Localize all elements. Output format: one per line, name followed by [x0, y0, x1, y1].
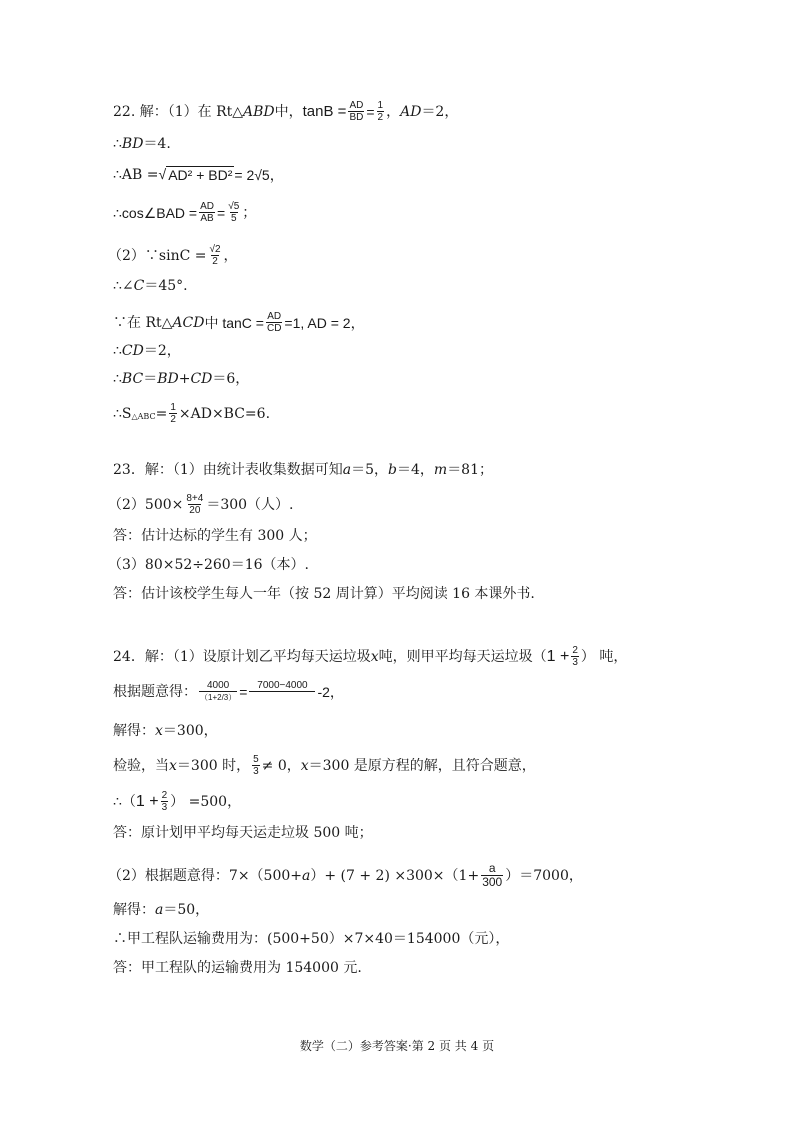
- numerator: AD: [200, 201, 215, 212]
- numerator: 1: [170, 402, 176, 413]
- text: -2，: [317, 683, 344, 700]
- text: ＝300（人）.: [206, 496, 294, 513]
- text: x: [300, 757, 309, 774]
- fraction: [208, 244, 221, 267]
- text: ＝300 时，: [176, 757, 251, 774]
- q22-line-10: [113, 402, 270, 425]
- text: ＝45°.: [144, 278, 188, 294]
- text: ＝: [143, 371, 158, 387]
- text: 答：估计该校学生每人一年（按 52 周计算）平均阅读 16 本课外书.: [113, 586, 535, 602]
- q22-line-1: [113, 100, 458, 123]
- fraction: [266, 311, 282, 334]
- q22-line-6: [113, 278, 188, 294]
- text: ＝2，: [143, 343, 181, 359]
- text: 解得：: [113, 902, 155, 918]
- text: ∴cos∠BAD =: [113, 204, 198, 221]
- text: ＝2，: [421, 103, 459, 120]
- text: ） =500，: [170, 793, 242, 810]
- q24-line-2: [113, 680, 344, 703]
- q23-line-4: [108, 557, 309, 573]
- text: x: [169, 757, 177, 774]
- numerator: 2: [161, 790, 168, 801]
- text: ∵在 Rt△: [113, 314, 173, 331]
- denominator: （1+2/3）: [200, 693, 237, 702]
- q23-line-5: [113, 586, 535, 602]
- text: ABD: [243, 103, 275, 120]
- denominator: AB: [200, 213, 214, 224]
- text: 答：甲工程队的运输费用为 154000 元.: [113, 960, 362, 976]
- text: ）+ (7 + 2) ×300×（1+: [310, 867, 480, 884]
- denominator: 2: [170, 414, 176, 425]
- text: =: [217, 204, 226, 221]
- fraction: [199, 201, 215, 224]
- numerator: 1: [377, 100, 384, 111]
- text: b: [388, 462, 397, 478]
- fraction: [348, 100, 364, 123]
- text: 1 +: [546, 647, 570, 665]
- q22-line-5: [108, 244, 238, 267]
- q24-line-9: [113, 931, 509, 947]
- q24-line-4: [113, 754, 536, 777]
- fraction: [252, 754, 260, 777]
- numerator: AD: [267, 311, 282, 322]
- text: C: [133, 278, 145, 294]
- numerator: 4000: [207, 680, 230, 691]
- text: a: [342, 462, 352, 478]
- subscript: △ABC: [131, 412, 156, 421]
- q22-line-2: [113, 136, 171, 152]
- denominator: [249, 691, 315, 703]
- denominator: CD: [266, 323, 282, 334]
- numerator: a: [488, 861, 496, 875]
- fraction: [161, 790, 169, 813]
- fraction: [199, 680, 237, 703]
- q24-line-3: [113, 723, 218, 739]
- numerator: 5: [253, 754, 259, 765]
- text: 吨，则甲平均每天运垃圾（: [378, 648, 547, 665]
- text: ＝4，: [396, 462, 434, 478]
- fraction: [249, 680, 315, 703]
- numerator: √2: [209, 244, 221, 255]
- text: =1, AD = 2，: [284, 314, 365, 331]
- denominator: 3: [253, 766, 259, 777]
- text: ＝81；: [447, 462, 494, 478]
- q22-line-8: [113, 343, 181, 359]
- text: ∴（: [113, 793, 136, 810]
- denominator: 3: [572, 657, 578, 668]
- q24-line-8: [113, 902, 209, 918]
- numerator: √5: [228, 201, 240, 212]
- text: ，: [386, 103, 401, 120]
- text: ACD: [172, 314, 205, 331]
- text: 答：原计划甲平均每天运走垃圾 500 吨；: [113, 825, 373, 841]
- text: ∴: [113, 343, 122, 359]
- numerator: AD: [349, 100, 364, 111]
- radicand: AD² + BD²: [168, 167, 233, 183]
- q24-line-5: [113, 790, 241, 813]
- text: BD: [121, 136, 144, 152]
- text: ×AD×BC=6.: [178, 405, 271, 422]
- text: 22. 解：（1）在 Rt△: [113, 103, 244, 120]
- text: =: [239, 683, 248, 700]
- q23-line-1: [113, 462, 493, 478]
- text: ＝5，: [351, 462, 389, 478]
- q24-line-6: [113, 825, 373, 841]
- text: ＝6，: [212, 371, 250, 387]
- text: +: [178, 371, 191, 387]
- text: x: [370, 648, 379, 665]
- text: ∴: [113, 136, 122, 152]
- denominator: 2: [212, 256, 218, 267]
- fraction: [481, 862, 503, 889]
- text: =: [366, 103, 375, 120]
- text: ≠ 0，: [261, 757, 301, 774]
- text: （2）∵sinC =: [108, 247, 207, 264]
- fraction: [185, 493, 204, 516]
- text: =: [155, 405, 168, 422]
- text: 检验，当: [113, 757, 169, 774]
- text: ） 吨，: [580, 648, 628, 665]
- text: ∴∠: [113, 278, 134, 294]
- denominator: 5: [230, 213, 237, 224]
- text: CD: [190, 371, 213, 387]
- q22-line-3: [113, 166, 284, 183]
- denominator: 3: [161, 802, 168, 813]
- q23-line-2: [108, 493, 294, 516]
- text: 23．解：（1）由统计表收集数据可知: [113, 462, 343, 478]
- text: ，: [223, 247, 238, 264]
- text: a: [302, 867, 311, 884]
- text: ∴: [113, 371, 122, 387]
- q24-line-7: [108, 862, 583, 889]
- text: BC: [121, 371, 144, 387]
- text: 解得：: [113, 723, 155, 739]
- fraction: [571, 645, 579, 668]
- fraction: [169, 402, 177, 425]
- numerator: 2: [572, 645, 578, 656]
- text: tanB =: [302, 102, 347, 120]
- q22-line-4: [113, 201, 256, 224]
- text: 答：估计达标的学生有 300 人；: [113, 528, 317, 544]
- numerator: 8+4: [186, 493, 204, 504]
- text: 中，: [274, 103, 303, 120]
- numerator: 7000−4000: [257, 680, 308, 691]
- fraction: [227, 201, 240, 224]
- q24-line-10: [113, 960, 362, 976]
- denominator: 2: [377, 112, 384, 123]
- q22-line-9: [113, 371, 249, 387]
- text: BD: [157, 371, 179, 387]
- text: = 2√5，: [234, 166, 284, 183]
- text: AD: [400, 103, 422, 120]
- q22-line-7: [113, 311, 365, 334]
- denominator: 20: [189, 505, 201, 516]
- text: 24．解：（1）设原计划乙平均每天运垃圾: [113, 648, 371, 665]
- text: （3）80×52÷260＝16（本）.: [108, 557, 309, 573]
- text: （2）根据题意得：7×（500+: [108, 867, 302, 884]
- denominator: BD: [349, 112, 364, 123]
- text: ＝300 是原方程的解，且符合题意，: [308, 757, 536, 774]
- text: m: [433, 462, 448, 478]
- page-footer: 数学（二）参考答案·第 2 页 共 4 页: [299, 1039, 495, 1053]
- text: ＝50，: [163, 902, 210, 918]
- text: ∴S: [113, 405, 132, 422]
- text: （2）500×: [108, 496, 184, 513]
- text: ∴AB =: [113, 166, 159, 183]
- text: ＝4.: [143, 136, 171, 152]
- q23-line-3: [113, 528, 317, 544]
- text: CD: [121, 343, 144, 359]
- text: ＝300，: [162, 723, 218, 739]
- text: 1 +: [135, 792, 159, 810]
- text: 中 tanC =: [204, 314, 264, 331]
- sqrt: √ AD² + BD²: [158, 166, 233, 183]
- denominator: 300: [482, 875, 503, 889]
- text: a: [155, 902, 164, 918]
- text: ；: [242, 204, 257, 221]
- fraction: [377, 100, 385, 123]
- text: x: [155, 723, 163, 739]
- text: 根据题意得：: [113, 683, 197, 700]
- text: ∴甲工程队运输费用为：(500+50）×7×40＝154000（元），: [113, 931, 510, 947]
- q24-line-1: [113, 645, 627, 668]
- text: ）＝7000，: [505, 867, 583, 884]
